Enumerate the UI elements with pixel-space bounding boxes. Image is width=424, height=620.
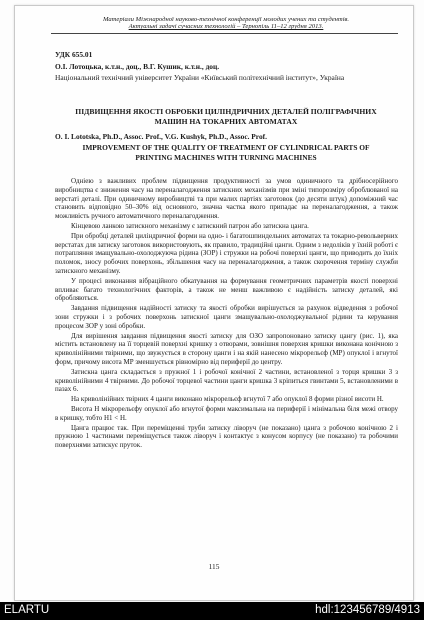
paragraph: Цанга працює так. При переміщенні труби затиску ліворуч (не показано) цанга з робочою конічною 2 і пружною 1 частинами переміщується також ліворуч і контактує з конусом корпусу (не показано) та робочими поверхнями затискує пруток. [55,423,398,450]
status-bar [0,602,424,620]
running-header-line-1: Матеріали Міжнародної науково-технічної конференції молодих учених та студентів. [102,16,350,23]
paragraph: Затискна цанга складається з пружної 1 і робочої конічної 2 частини, встановленої з торця кришки 3 з криволінійними 4 твірними. До робочої торцевої частини цанги кришка 3 кріпиться гвинтами 5, встановленими в пазах 6. [55,367,398,394]
title-english: IMPROVEMENT OF THE QUALITY OF TREATMENT OF CYLINDRICAL PARTS OF PRINTING MACHINES WITH TURNING MACHINES [82,143,370,162]
affiliation: Національний технічний університет України «Київський політехнічний інститут», Україна [55,73,345,82]
paragraph: У процесі виконання вібраційного обкатування на формування геометричних параметрів якості поверхні впливає багато технологічних факторів, а також не менш важливою є надійність затиску деталей, які обробляються. [55,276,398,303]
paragraph: Завдання підвищення надійності затиску та якості обробки вирішується за рахунок відведення з робочої зони стружки і з робочих поверхонь затискної цанги змащувально-охолоджувальної рідини та керування процесом ЗОР у зоні обробки. [55,304,398,330]
page-number: 115 [208,562,220,571]
document-page [14,5,414,601]
handle-identifier[interactable]: hdl:123456789/4913 [315,604,420,616]
paragraph: На криволінійних твірних 4 цанги виконано мікрорельєф вгнутої 7 або опуклої 8 форми різної висоти H. [71,395,384,404]
authors-ua: О.І. Лотоцька, к.т.н., доц., В.Г. Кушик, к.т.н., доц. [55,62,220,71]
paragraph: При обробці деталей циліндричної форми на одно- і багатошпиндельних автоматах та токарно-револьверних верстатах для затиску заготовок використовують, як правило, традиційні цанги. Одним з недоліків у їхній роботі є потрапляння змащувально-охолоджуюча рідина (ЗОР) і стружки на робочі поверхні цанги, що приводить до їхніх поломок, зносу робочих поверхонь, збільшення часу на переналагодження, а також скорочення терміну служби затискного механізму. [55,231,398,275]
running-header-line-2: Актуальні задачі сучасних технологій – Тернопіль 11–12 грудня 2013. [128,23,324,30]
paragraph: Кінцевою ланкою затискного механізму є затискний патрон або затискна цанга. [71,221,309,230]
header-divider [51,33,398,34]
title-ukrainian: ПІДВИЩЕННЯ ЯКОСТІ ОБРОБКИ ЦИЛІНДРИЧНИХ ДЕТАЛЕЙ ПОЛІГРАФІЧНИХ МАШИН НА ТОКАРНИХ АВТОМАТАХ [75,107,377,126]
udk-code: УДК 655.01 [55,50,93,59]
article-body [55,177,398,451]
paragraph: Одніею з важливих проблем підвищення продуктивності за умов одиничного та дрібносерійного виробництва є зниження часу на переналагодження затискних механізмів при зміні типорозміру оброблюваної на верстаті деталі. При одиничному виробництві та при малих партіях заготовок (до десяти штук) допоміжний час становить відповідно 50–30% від основного, значна частка якого припадає на переналагодження, а також можливість ручного автоматичного переналагодження. [55,177,398,221]
authors-en: O. I. Lototska, Ph.D., Assoc. Prof., V.G. Kushyk, Ph.D., Assoc. Prof. [55,132,267,141]
paragraph: Висота H мікрорельєфу опуклої або вгнутої форми максимальна на периферії і мінімальна біля межі отвору в кришку, тобто H1 < H. [55,404,398,422]
repository-name: ELARTU [4,604,50,616]
paragraph: Для вирішення завдання підвищення якості затиску для ОЗО запропоновано затиску цангу (рис. 1), яка містить встановлену на її торцевій поверхні кришку з отворами, зовнішня поверхня кришки виконана конічною з криволінійними твірними, що звужується в сторону цанги і на якій нанесено мікрорельєф (МР) опуклої і вгнутої форм, причому висота МР зменшується рівномірно від периферії до центру. [55,331,398,366]
